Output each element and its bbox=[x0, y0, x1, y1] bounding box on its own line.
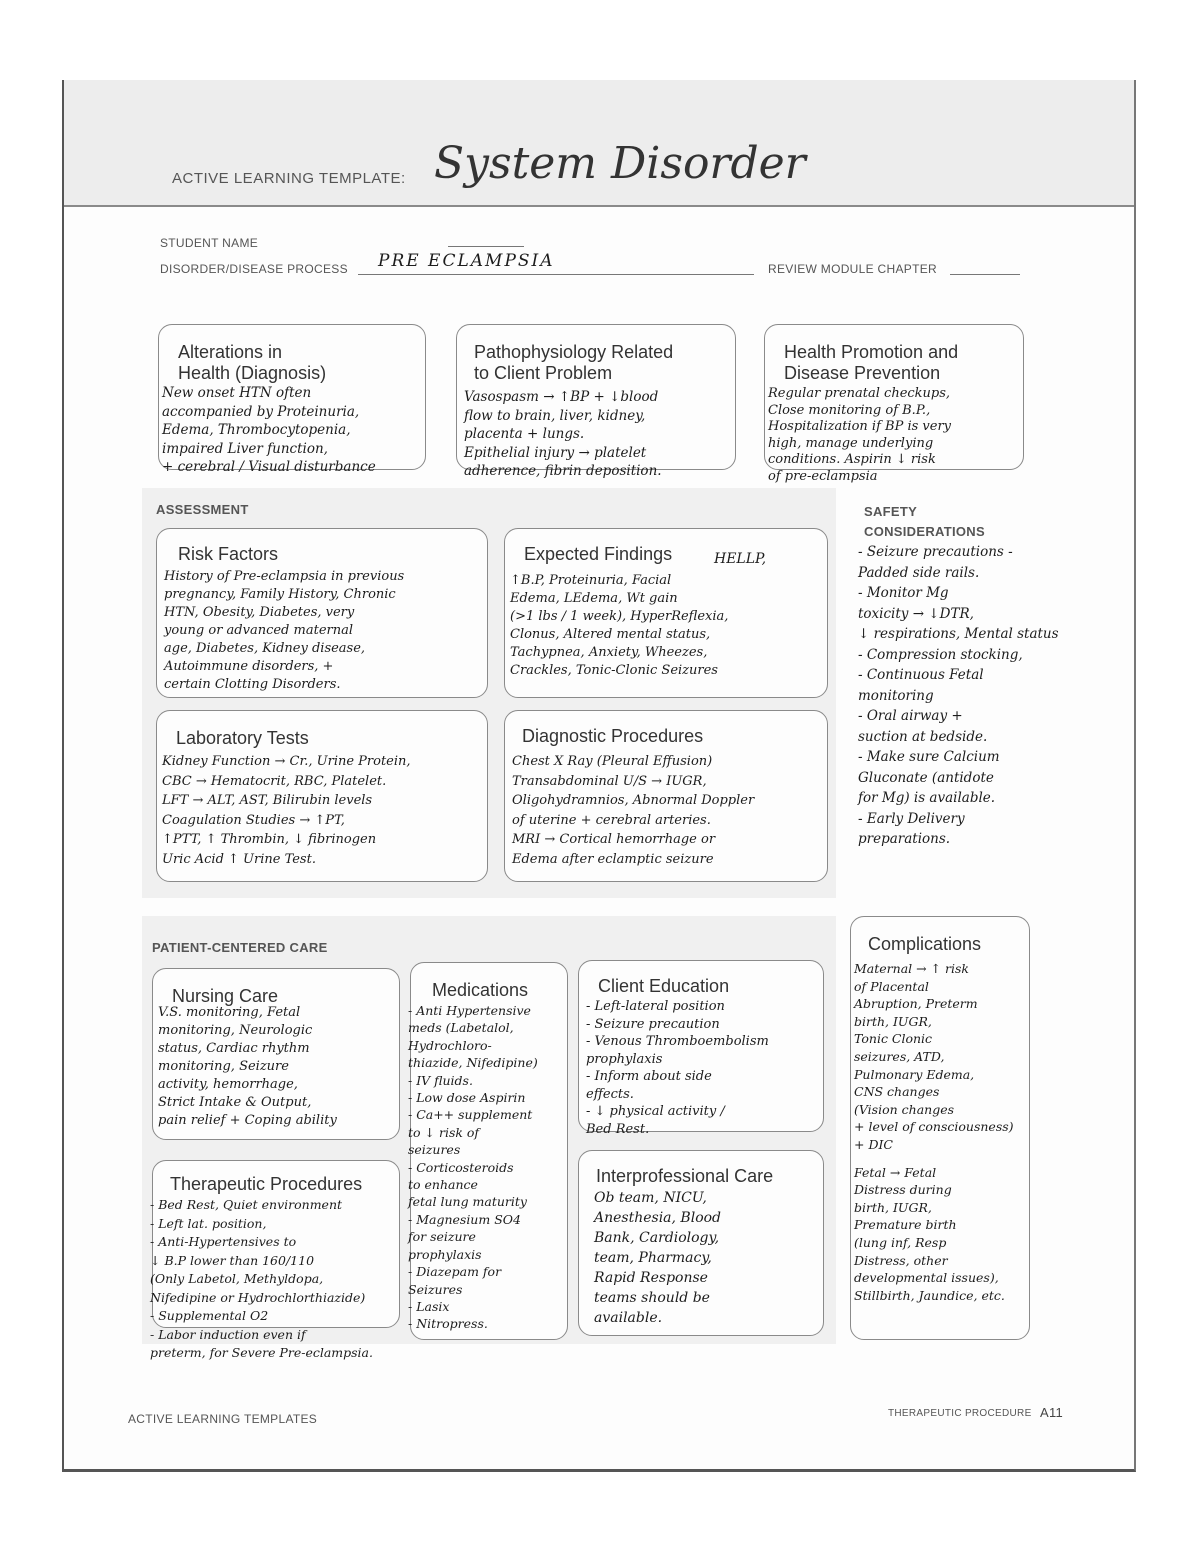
patient-care-label: PATIENT-CENTERED CARE bbox=[152, 940, 328, 955]
student-name-line bbox=[448, 246, 524, 247]
student-name-label: STUDENT NAME bbox=[160, 236, 259, 250]
therapeutic-procedures-notes: - Bed Rest, Quiet environment - Left lat. position, - Anti-Hypertensives to ↓ B.P lower than 160/110 (Only Labetol, Methyldopa, Nifedipine or Hydrochlorthiazide) - Supplemental O2 - Labor induction even if preterm, for Severe Pre-eclampsia. bbox=[150, 1197, 373, 1360]
medications-title: Medications bbox=[432, 980, 529, 1000]
nursing-care-notes: V.S. monitoring, Fetal monitoring, Neurologic status, Cardiac rhythm monitoring, Seizure activity, hemorrhage, Strict Intake & Output, pain relief + Coping ability bbox=[158, 1005, 337, 1128]
diagnostic-procedures-title: Diagnostic Procedures bbox=[522, 726, 704, 746]
interprofessional-care-notes: Ob team, NICU, Anesthesia, Blood Bank, Cardiology, team, Pharmacy, Rapid Response teams should be available. bbox=[594, 1190, 722, 1326]
footer-right-label: THERAPEUTIC PROCEDURE bbox=[888, 1408, 1032, 1419]
health-promotion-notes: Regular prenatal checkups, Close monitoring of B.P., Hospitalization if BP is very high, manage underlying conditions. Aspirin ↓ risk of pre-eclampsia bbox=[768, 386, 952, 484]
medications-notes: - Anti Hypertensive meds (Labetalol, Hydrochloro- thiazide, Nifedipine) - IV fluids. - Low dose Aspirin - Ca++ supplement to ↓ risk of seizures - Corticosteroids to enhance fetal lung maturity - Magnesium SO4 for seizure prophylaxis - Diazepam for Seizures - Lasix - Nitropress. bbox=[408, 1003, 538, 1332]
footer-page-number: A11 bbox=[1040, 1405, 1064, 1420]
laboratory-tests-title: Laboratory Tests bbox=[176, 728, 309, 748]
client-education-notes: - Left-lateral position - Seizure precaution - Venous Thromboembolism prophylaxis - Inform about side effects. - ↓ physical activity / Bed Rest. bbox=[586, 999, 769, 1137]
diagnostic-procedures-notes: Chest X Ray (Pleural Effusion) Transabdominal U/S → IUGR, Oligohydramnios, Abnormal Doppler of uterine + cerebral arteries. MRI → Cortical hemorrhage or Edema after eclamptic seizure bbox=[512, 754, 755, 867]
expected-findings-note: HELLP, bbox=[714, 551, 767, 567]
therapeutic-procedures-title: Therapeutic Procedures bbox=[170, 1174, 363, 1194]
nursing-care-title: Nursing Care bbox=[172, 986, 279, 1006]
health-promotion-title: Health Promotion and Disease Prevention bbox=[784, 342, 959, 383]
expected-findings-notes: ↑B.P, Proteinuria, Facial Edema, LEdema, Wt gain (>1 lbs / 1 week), HyperReflexia, Clonus, Altered mental status, Tachypnea, Anxiety, Wheezes, Crackles, Tonic-Clonic Seizures bbox=[510, 573, 729, 678]
expected-findings-title: Expected Findings bbox=[524, 544, 673, 564]
complications-notes: Maternal → ↑ risk of Placental Abruption, Preterm birth, IUGR, Tonic Clonic seizures, ATD, Pulmonary Edema, CNS changes (Vision changes + level of consciousness) + DIC Fetal → Fetal Distress during birth, IUGR, Premature birth (lung inf, Resp Distress, other developmental issues), Stillbirth, Jaundice, etc. bbox=[854, 961, 1014, 1303]
alterations-title: Alterations in Health (Diagnosis) bbox=[178, 342, 327, 383]
assessment-label: ASSESSMENT bbox=[156, 502, 249, 517]
pathophysiology-title: Pathophysiology Related to Client Problem bbox=[474, 342, 674, 383]
alterations-notes: New onset HTN often accompanied by Proteinuria, Edema, Thrombocytopenia, impaired Liver function, + cerebral / Visual disturbance bbox=[162, 385, 376, 475]
footer-left: ACTIVE LEARNING TEMPLATES bbox=[128, 1412, 318, 1426]
safety-notes: - Seizure precautions - Padded side rails. - Monitor Mg toxicity → ↓DTR, ↓ respirations, Mental status - Compression stocking, - Continuous Fetal monitoring - Oral airway + suction at bedside. - Make sure Calcium Gluconate (antidote for Mg) is available. - Early Delivery preparations. bbox=[858, 544, 1059, 847]
risk-factors-notes: History of Pre-eclampsia in previous pregnancy, Family History, Chronic HTN, Obesity, Diabetes, very young or advanced maternal age, Diabetes, Kidney disease, Autoimmune disorders, + certain Clotting Disorders. bbox=[164, 569, 405, 692]
disorder-line bbox=[358, 274, 754, 275]
template-title: System Disorder bbox=[434, 138, 806, 189]
template-label: ACTIVE LEARNING TEMPLATE: bbox=[172, 170, 406, 187]
review-module-label: REVIEW MODULE CHAPTER bbox=[768, 262, 937, 276]
risk-factors-title: Risk Factors bbox=[178, 544, 279, 564]
client-education-title: Client Education bbox=[598, 976, 730, 996]
complications-title: Complications bbox=[868, 934, 982, 954]
safety-label: SAFETY CONSIDERATIONS bbox=[864, 504, 985, 539]
interprofessional-care-title: Interprofessional Care bbox=[596, 1166, 774, 1186]
review-module-line bbox=[950, 274, 1020, 275]
pathophysiology-notes: Vasospasm → ↑BP + ↓blood flow to brain, liver, kidney, placenta + lungs. Epithelial injury → platelet adherence, fibrin deposition. bbox=[464, 389, 662, 479]
disorder-label: DISORDER/DISEASE PROCESS bbox=[160, 262, 348, 276]
disorder-value: PRE ECLAMPSIA bbox=[378, 251, 555, 271]
laboratory-tests-notes: Kidney Function → Cr., Urine Protein, CBC → Hematocrit, RBC, Platelet. LFT → ALT, AST, Bilirubin levels Coagulation Studies → ↑PT, ↑PTT, ↑ Thrombin, ↓ fibrinogen Uric Acid ↑ Urine Test. bbox=[162, 754, 411, 867]
